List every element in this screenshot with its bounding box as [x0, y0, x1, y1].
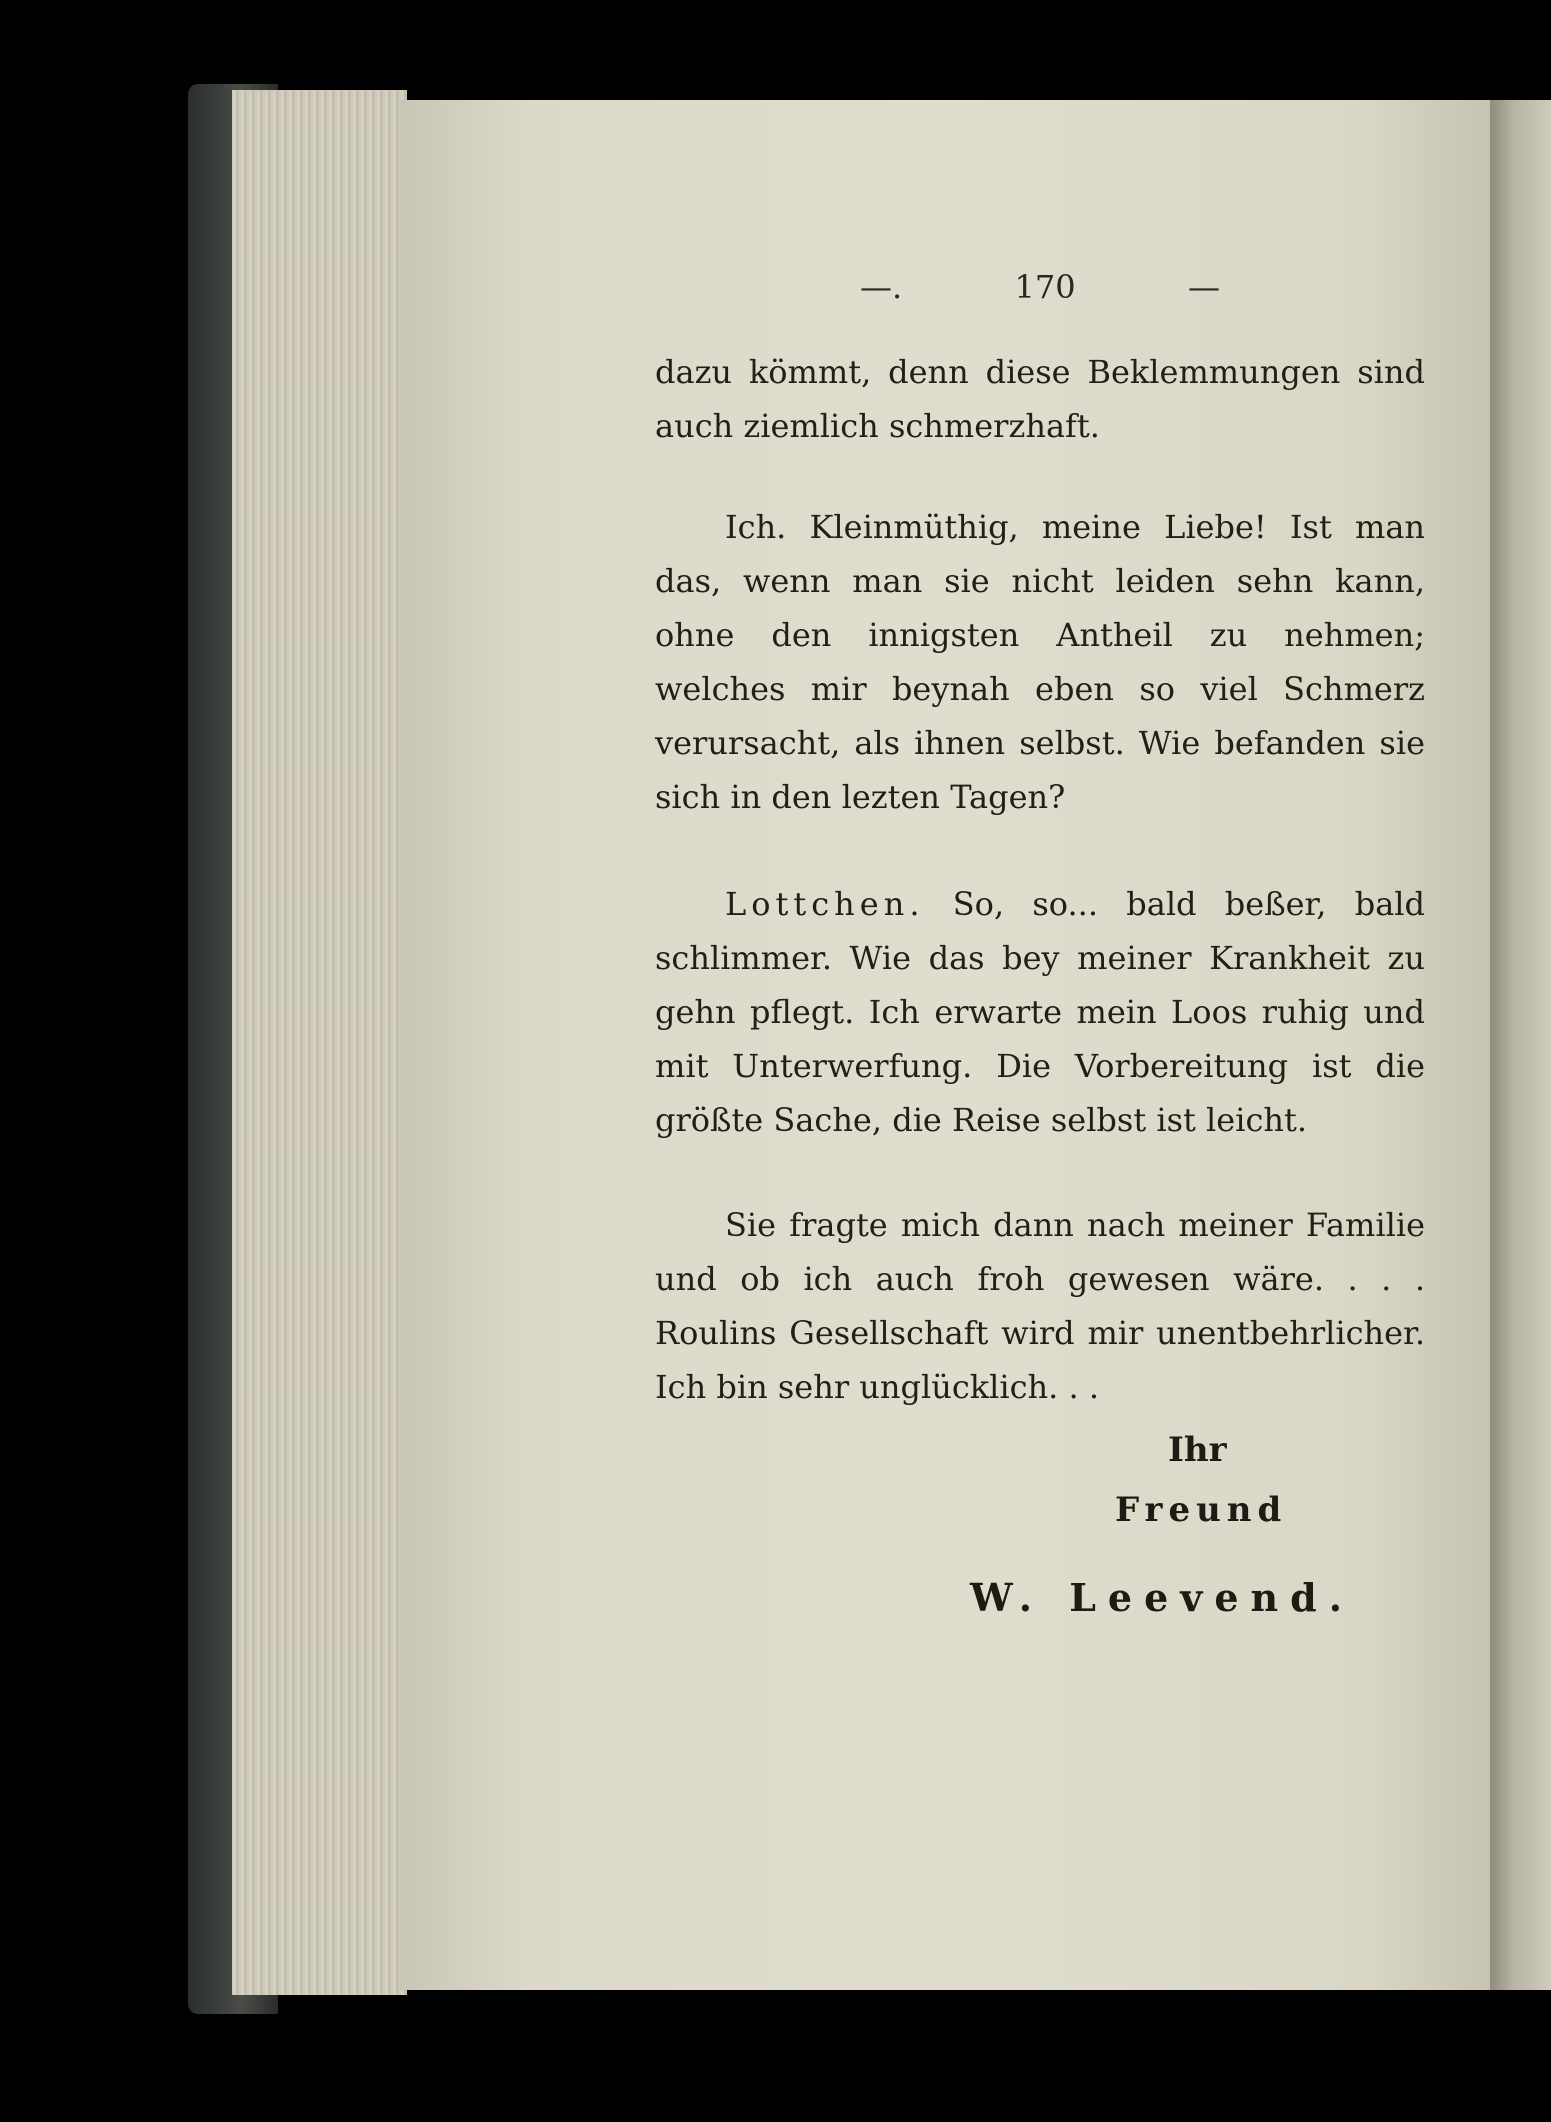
header-dash-left: —.: [860, 268, 903, 306]
paragraph-1: [655, 345, 1425, 453]
closing-freund: Freund: [1115, 1490, 1288, 1530]
facing-page-edge: [1490, 100, 1551, 1990]
signature: W. Leevend.: [970, 1575, 1354, 1620]
closing-ihr: Ihr: [1168, 1430, 1227, 1470]
paragraph-3: [655, 877, 1425, 1147]
page-stack-edges: [232, 90, 407, 1995]
speaker-label: Ich.: [725, 508, 787, 546]
page-number: 170: [1014, 268, 1076, 306]
header-dash-right: —: [1188, 268, 1220, 306]
paragraph-4: [655, 1198, 1425, 1414]
page-header: [860, 262, 1220, 312]
paragraph-text: Sie fragte mich dann nach meiner Familie und ob ich auch froh gewesen wäre. . . . Roulins Gesellschaft wird mir unentbehrlicher. Ich bin sehr unglücklich. . .: [655, 1206, 1425, 1406]
paragraph-2: [655, 500, 1425, 824]
paragraph-text: Kleinmüthig, meine Liebe! Ist man das, wenn man sie nicht leiden sehn kann, ohne den innigsten Antheil zu nehmen; welches mir beynah eben so viel Schmerz verursacht, als ihnen selbst. Wie befanden sie sich in den lezten Tagen?: [655, 508, 1425, 816]
paragraph-text: So, so... bald beßer, bald schlimmer. Wie das bey meiner Krankheit zu gehn pflegt. Ich erwarte mein Loos ruhig und mit Unterwerfung. Die Vorbereitung ist die größte Sache, die Reise selbst ist leicht.: [655, 885, 1426, 1139]
paragraph-text: dazu kömmt, denn diese Beklemmungen sind auch ziemlich schmerzhaft.: [655, 353, 1425, 445]
speaker-label: Lottchen.: [725, 885, 925, 923]
